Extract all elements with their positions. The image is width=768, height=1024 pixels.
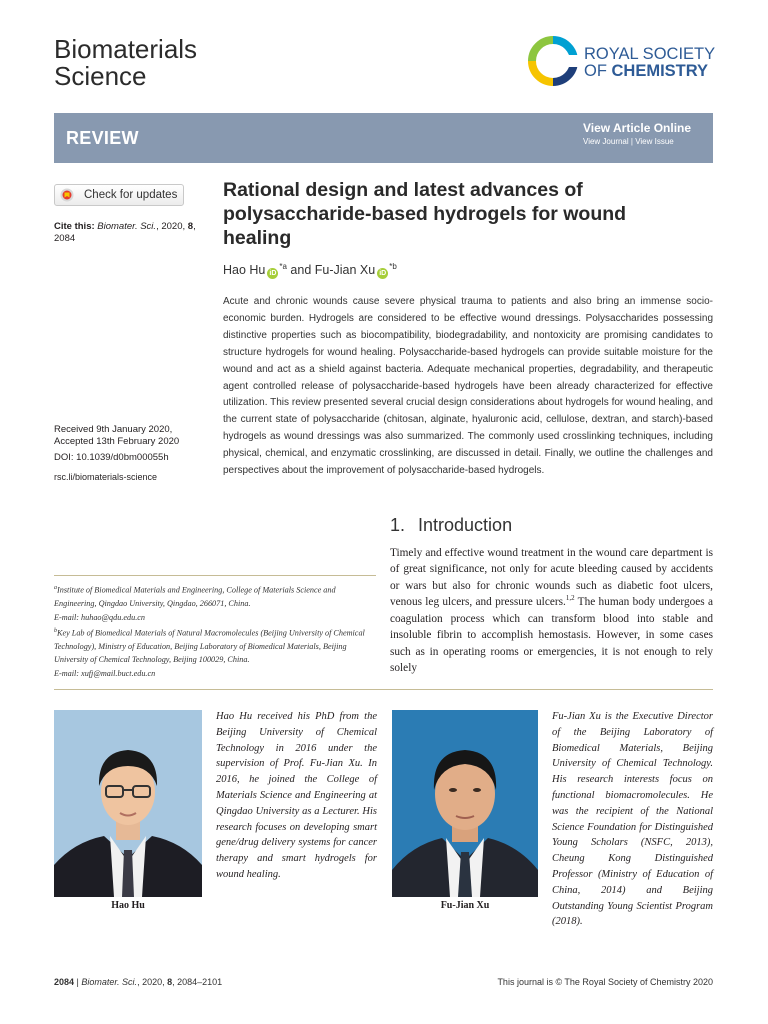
footnote-divider (54, 575, 376, 576)
view-issue-link[interactable]: View Issue (635, 137, 674, 146)
view-article-online-link[interactable]: View Article Online (583, 121, 692, 135)
publisher-name-line2: OF CHEMISTRY (584, 62, 709, 80)
journal-title (54, 36, 197, 90)
photo-caption-hu: Hao Hu (111, 900, 145, 911)
author-name[interactable]: Hao Hu (223, 263, 266, 278)
journal-link[interactable]: rsc.li/biomaterials-science (54, 472, 158, 482)
email-a[interactable]: E-mail: huhao@qdu.edu.cn (54, 612, 145, 622)
accepted-date: Accepted 13th February 2020 (54, 436, 180, 447)
biography-xu: Fu-Jian Xu is the Executive Director of the Beijing Laboratory of Biomedical Materials, Beijing University of Chemical Technology. His research interests focus on functional biomacromolecules. He was the recipient of the National Science Foundation for Distinguished Young Scholars (NSFC, 2013), Cheung Kong Distinguished Professor (Ministry of Education of China, 2014) and Beijing Outstanding Young Scientist Program (2018). (552, 711, 713, 928)
article-type-label: REVIEW (66, 128, 139, 148)
view-links (583, 137, 674, 146)
cite-this: Cite this: Biomater. Sci., 2020, 8, 2084 (54, 221, 196, 244)
publisher-name (584, 46, 715, 80)
affiliation-a: $^a$Institute of Biomedical Materials and Engineering, College of Materials Science and Engineering, Qingdao University, Qingdao, 266071, China. (54, 585, 336, 609)
email-b[interactable]: E-mail: xufj@mail.buct.edu.cn (54, 669, 156, 679)
link-separator: | (628, 137, 636, 146)
footer-citation: 2084 | Biomater. Sci., 2020, 8, 2084–2101 (54, 977, 223, 987)
doi[interactable]: DOI: 10.1039/d0bm00055h (54, 452, 169, 463)
orcid-icon[interactable]: iD (269, 270, 277, 278)
reference-link[interactable]: 1,2 (565, 594, 575, 603)
affiliation-footnotes (54, 582, 376, 681)
check-updates-icon (60, 188, 74, 202)
biography-divider (54, 689, 713, 690)
footer-copyright: This journal is © The Royal Society of Chemistry 2020 (497, 977, 713, 987)
introduction-text: Timely and effective wound treatment in the wound care department is of great significance, not only for acute bleeding caused by accidents or wars but also for chronic wounds such as diabetic foot ulcers, venous leg ulcers, and pressure ulcers.$^{1,2}$ The human body undergoes a coagulation process which can transform blood into stable and insoluble fibrin to accomplish hemostasis. However, in some cases such as in operating rooms or emergencies, it is not enough to rely solely (390, 547, 713, 675)
author-list: Hao Hu $iD^{*a}$ and Fu-Jian Xu $iD^{*b}$ (223, 262, 397, 278)
article-title: Rational design and latest advances of polysaccharide-based hydrogels for wound healing (223, 179, 627, 249)
biography-hu: Hao Hu received his PhD from the Beijing University of Chemical Technology in 2016 under the supervision of Prof. Fu-Jian Xu. In 2016, he joined the College of Materials Science and Engineering at Qingdao University as a Lecturer. His research focuses on developing smart gene/drug delivery systems for cancer therapy and smart hydrogels for wound healing. (216, 711, 377, 880)
section-heading: 1. Introduction (390, 515, 513, 535)
journal-title-line2: Science (54, 61, 147, 91)
author-affiliation-marker: *a (279, 262, 287, 271)
dates (54, 424, 179, 448)
check-for-updates-button[interactable] (54, 184, 184, 206)
received-date: Received 9th January 2020, (54, 424, 173, 435)
rsc-logo-icon (528, 36, 578, 86)
journal-title-line1: Biomaterials (54, 34, 198, 64)
author-name[interactable]: Fu-Jian Xu (314, 263, 376, 278)
abstract: Acute and chronic wounds cause severe physical trauma to patients and also bring an immense socio-economic burden. Hydrogels are considered to be effective wound dressings. Polysaccharides possessing distinctive properties such as biocompatibility, biodegradability, and nontoxicity are promising candidates to structure hydrogels for wound healing. Polysaccharide-based hydrogels can provide suitable moisture for the wound and act as a shield against bacteria. Adequate mechanical properties, degradability, and therapeutic agent controlled release of polysaccharide-based hydrogels have been already characterized for effective utilization. This review presented several crucial design considerations about hydrogels for wound healing, and the current state of polysaccharide (chitosan, alginate, hyaluronic acid, cellulose, dextran, and starch)-based hydrogels as wound dressings was also summarized. The commonly used crosslinking techniques, including physical, chemical, and enzymatic crosslinking, are discussed in detail. Finally, we outline the challenges and perspectives about the improvement of polysaccharide-based hydrogels. (223, 296, 713, 477)
author-photo-xu (392, 710, 538, 897)
orcid-icon[interactable]: iD (379, 270, 387, 278)
check-updates-label: Check for updates (84, 189, 178, 201)
view-journal-link[interactable]: View Journal (583, 137, 629, 146)
author-affiliation-marker: *b (389, 262, 397, 271)
affiliation-b: $^b$Key Lab of Biomedical Materials of Natural Macromolecules (Beijing University of Chemical Technology), Ministry of Education, Beijing Laboratory of Biomedical Materials, Beijing University of Chemical Technology, Beijing 100029, China. (54, 627, 365, 665)
author-photo-hu (54, 710, 202, 897)
publisher-name-line1: ROYAL SOCIETY (584, 45, 716, 63)
photo-caption-xu: Fu-Jian Xu (440, 900, 490, 911)
